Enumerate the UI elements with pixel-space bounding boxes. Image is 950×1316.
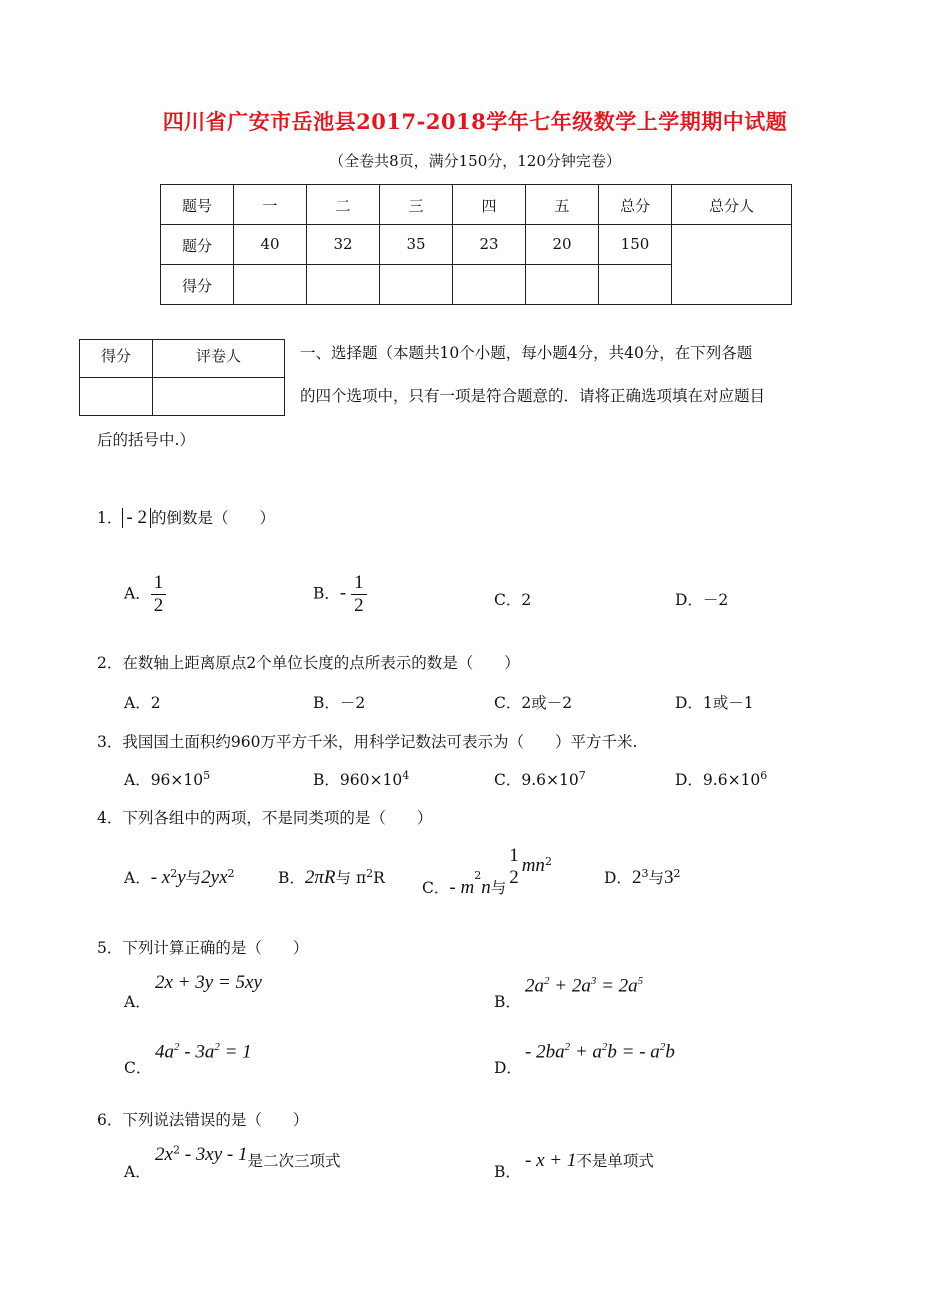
exponent: 2 [366,866,374,880]
math-term: - 2ba [525,1041,565,1063]
math-term: b [665,1041,675,1063]
table-cell: 五 [526,185,599,225]
option-text: 是二次三项式 [247,1152,341,1170]
connector-text: 与 [648,869,664,887]
table-cell: 20 [526,225,599,265]
connector-text: 与 [335,869,352,887]
math-term: 2yx [201,867,228,888]
fraction-denominator: 2 [354,595,364,616]
fraction [351,572,367,617]
question-4: 4．下列各组中的两项，不是同类项的是（ ） [97,809,433,827]
option-c[interactable] [155,1041,252,1063]
score-entry-cell[interactable] [380,265,453,305]
grader-entry-cell[interactable] [153,378,285,416]
math-term: 3 [663,867,674,888]
option-d[interactable]: D．－2 [675,591,729,609]
table-cell: 四 [453,185,526,225]
question-3: 3．我国国土面积约960万平方千米，用科学记数法可表示为（ ）平方千米. [97,733,638,751]
exponent: 2 [601,1041,608,1053]
exponent: 2 [544,854,552,868]
table-row [80,340,285,378]
math-term: = 1 [219,1041,252,1063]
option-b[interactable] [313,572,367,617]
math-term: 2 [631,867,642,888]
math-term: - 3a [179,1041,215,1063]
table-row [80,378,285,416]
option-b-label: B． [494,1163,521,1181]
exponent: 2 [659,1041,666,1053]
option-c[interactable] [422,845,552,898]
score-entry-cell[interactable] [234,265,307,305]
exponent: 2 [214,1041,220,1053]
table-cell: 一 [234,185,307,225]
math-term: 4a [155,1041,174,1063]
option-c[interactable]: C．2或－2 [494,694,573,712]
table-cell: 35 [380,225,453,265]
option-c[interactable]: C．2 [494,591,532,609]
section-instruction-line3: 后的括号中.） [97,431,195,449]
fraction-numerator: 1 [509,845,519,866]
question-number: 1． [97,509,123,527]
exponent: 2 [564,1041,571,1053]
question-text: 的倒数是（ ） [150,509,275,527]
option-a[interactable]: A．2 [124,694,161,712]
option-d[interactable] [525,1041,675,1063]
option-text: D．9.6×10 [675,771,761,789]
option-b[interactable] [313,768,409,790]
option-text: 不是单项式 [576,1152,654,1170]
exponent: 2 [544,975,550,987]
fraction-numerator: 1 [351,572,367,595]
table-cell: 总分人 [672,185,792,225]
fraction-denominator: 2 [153,595,164,616]
option-a[interactable] [124,768,210,790]
option-label: C． [422,879,450,897]
option-a[interactable] [155,1143,341,1170]
option-b-label: B． [494,993,521,1011]
option-a[interactable] [124,866,235,889]
table-cell: 题号 [161,185,234,225]
section-instruction-line1: 一、选择题（本题共10个小题，每小题4分，共40分，在下列各题 [300,344,753,362]
math-term: = 2a [596,975,638,997]
score-entry-cell[interactable] [453,265,526,305]
fraction-numerator: 1 [151,572,167,595]
connector-text: 与 [490,879,507,897]
math-term: b = - a [607,1041,660,1063]
score-entry-cell[interactable] [526,265,599,305]
minus-sign: - [339,582,347,604]
exponent: 5 [203,768,211,782]
table-cell: 40 [234,225,307,265]
option-b[interactable] [525,975,643,997]
score-table [160,184,792,305]
connector-text: 与 [185,869,202,887]
table-cell: 评卷人 [153,340,285,378]
page-subtitle: （全卷共8页，满分150分，120分钟完卷） [329,152,621,170]
exponent: 6 [760,768,768,782]
question-2: 2．在数轴上距离原点2个单位长度的点所表示的数是（ ） [97,654,520,672]
table-cell: 得分 [80,340,153,378]
exponent: 2 [174,1041,180,1053]
option-text: C．9.6×10 [494,771,579,789]
fraction [151,572,167,617]
option-label: D． [604,869,632,887]
table-cell: 题分 [161,225,234,265]
absolute-value: - 2 [122,508,151,528]
option-c-label: C． [124,1059,152,1077]
math-term: - x [150,867,171,888]
total-grader-cell[interactable] [672,225,792,305]
table-cell: 三 [380,185,453,225]
option-a-label: A． [124,1163,151,1181]
option-d[interactable] [675,768,767,790]
option-d[interactable]: D．1或－1 [675,694,754,712]
option-a[interactable] [124,572,166,617]
math-term: + 2a [549,975,591,997]
exponent: 2 [172,1143,180,1157]
option-b[interactable] [525,1149,654,1172]
exponent: 3 [590,975,597,987]
math-term: π [355,869,367,887]
option-a[interactable]: 2x + 3y = 5xy [155,972,262,993]
question-5: 5．下列计算正确的是（ ） [97,939,309,957]
question-1 [97,506,275,528]
math-term: 2a [525,975,544,997]
fraction-denominator: 2 [509,867,519,888]
option-d-label: D． [494,1059,522,1077]
math-term: n [481,877,491,898]
exponent: 2 [673,866,681,880]
option-d[interactable] [604,866,680,889]
math-term: - m [449,877,475,898]
score-entry-cell[interactable] [307,265,380,305]
option-label: A． [124,869,151,887]
math-term: 2πR [304,867,336,888]
question-6: 6．下列说法错误的是（ ） [97,1111,309,1129]
table-cell: 二 [307,185,380,225]
exponent: 2 [227,866,235,880]
option-b[interactable] [278,866,385,889]
grader-table [79,339,285,416]
section-instruction-line2: 的四个选项中，只有一项是符合题意的．请将正确选项填在对应题目 [300,387,766,405]
page-title: 四川省广安市岳池县2017-2018学年七年级数学上学期期中试题 [162,109,788,134]
table-row [161,185,792,225]
math-term: - 3xy - 1 [179,1144,248,1165]
exponent: 2 [170,866,178,880]
table-cell: 23 [453,225,526,265]
math-term: mn [521,855,545,876]
table-cell: 150 [599,225,672,265]
option-label: A． [124,584,151,603]
option-b[interactable]: B．－2 [313,694,366,712]
math-term: + a [570,1041,602,1063]
exponent: 2 [474,868,482,882]
exponent: 7 [578,768,586,782]
option-c[interactable] [494,768,586,790]
math-term: - x + 1 [525,1150,577,1171]
option-label: B． [313,584,340,603]
math-term: y [177,867,186,888]
fraction [506,845,522,889]
exponent: 3 [641,866,649,880]
score-entry-cell[interactable] [80,378,153,416]
math-term: R [373,869,385,887]
exponent: 5 [637,975,644,987]
table-row [161,225,792,265]
option-text: A．96×10 [124,771,204,789]
option-a-label: A． [124,993,151,1011]
exponent: 4 [402,768,410,782]
table-cell: 得分 [161,265,234,305]
table-cell: 总分 [599,185,672,225]
math-term: 2x [155,1144,173,1165]
table-cell: 32 [307,225,380,265]
option-text: B．960×10 [313,771,403,789]
score-entry-cell[interactable] [599,265,672,305]
option-label: B． [278,869,305,887]
